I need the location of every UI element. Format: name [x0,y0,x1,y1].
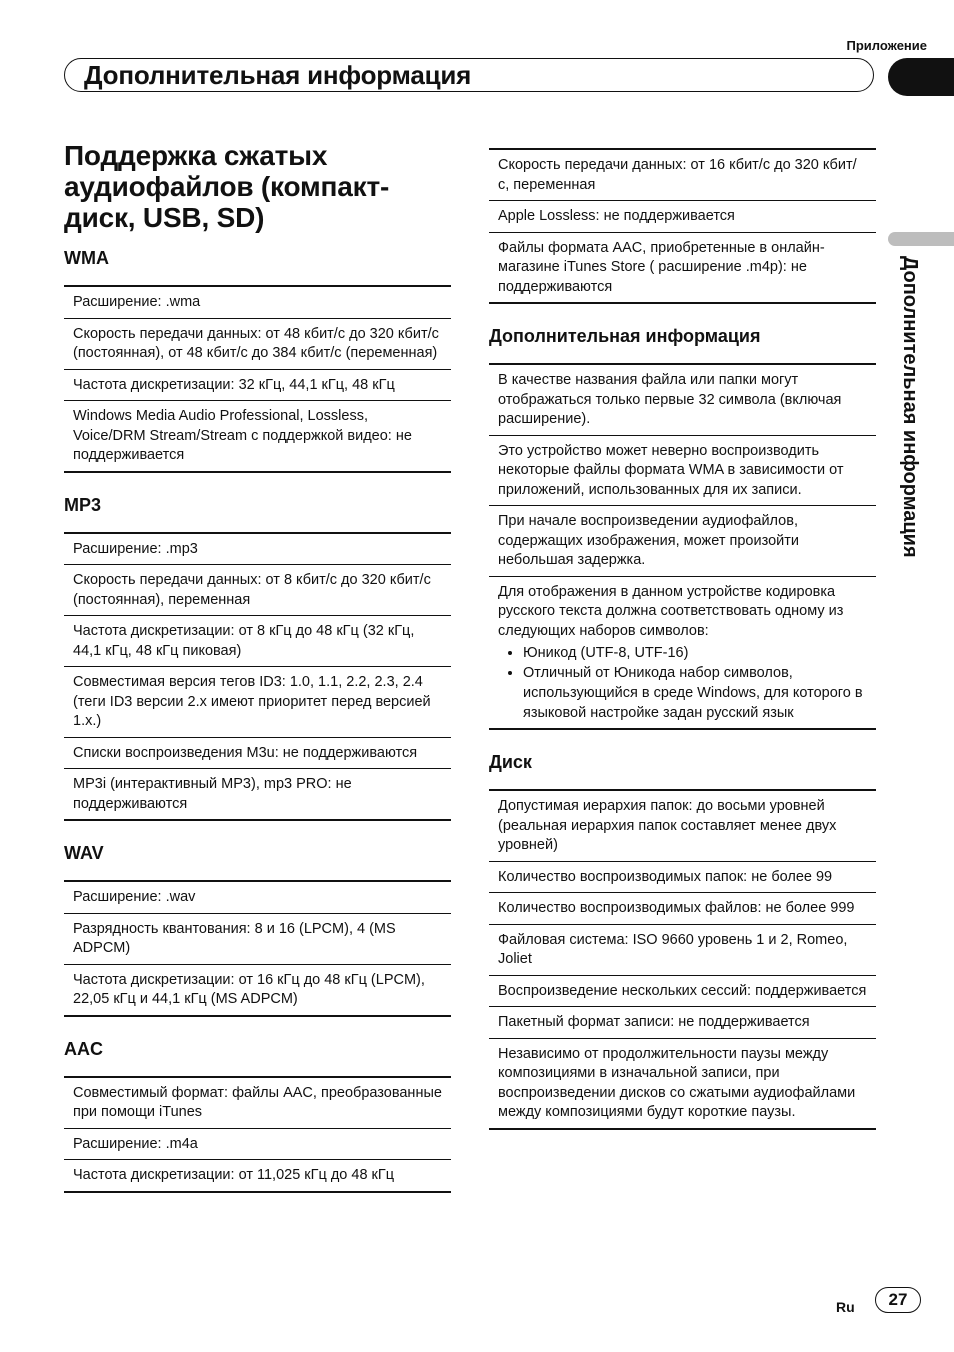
list-item: • Отличный от Юникода набор символов, использующийся в среде Windows, для которого в языковой настройке задан русский язык [523,663,867,723]
table-row: Расширение: .wav [64,882,451,914]
aac-table [64,1076,451,1193]
table-row: Это устройство может неверно воспроизводить некоторые файлы формата WMA в зависимости от приложений, использованных для их записи. [489,436,876,507]
list-item: • Юникод (UTF-8, UTF-16) [523,643,867,663]
side-index-tab [888,232,954,246]
table-row: Windows Media Audio Professional, Lossless, Voice/DRM Stream/Stream с поддержкой видео: не поддерживается [64,401,451,473]
table-row: Частота дискретизации: от 16 кГц до 48 кГц (LPCM), 22,05 кГц и 44,1 кГц (MS ADPCM) [64,965,451,1017]
table-row: Частота дискретизации: от 8 кГц до 48 кГц (32 кГц, 44,1 кГц, 48 кГц пиковая) [64,616,451,667]
section-title: Дополнительная информация [84,60,472,90]
table-row: Файлы формата AAC, приобретенные в онлайн-магазине iTunes Store ( расширение .m4p): не поддерживаются [489,233,876,305]
table-row: Файловая система: ISO 9660 уровень 1 и 2, Romeo, Joliet [489,925,876,976]
table-row: Совместимая версия тегов ID3: 1.0, 1.1, 2.2, 2.3, 2.4 (теги ID3 версии 2.x имеют приоритет перед версией 1.x.) [64,667,451,738]
language-code: Ru [836,1299,855,1315]
page-title: Поддержка сжатых аудиофайлов (компакт-диск, USB, SD) [64,140,390,233]
aac-heading: AAC [64,1038,103,1059]
table-row: Скорость передачи данных: от 8 кбит/с до 320 кбит/с (постоянная), переменная [64,565,451,616]
disc-heading: Диск [489,752,532,772]
table-row: При начале воспроизведении аудиофайлов, содержащих изображения, может произойти небольшая задержка. [489,506,876,577]
side-index-label: Дополнительная информация [899,256,921,558]
appendix-label: Приложение [846,38,927,53]
table-row: Воспроизведение нескольких сессий: поддерживается [489,976,876,1008]
extra-info-heading: Дополнительная информация [489,326,761,346]
table-row: Скорость передачи данных: от 16 кбит/с до 320 кбит/с, переменная [489,150,876,201]
wav-heading: WAV [64,843,104,863]
table-row: Расширение: .mp3 [64,534,451,566]
table-row: Расширение: .wma [64,287,451,319]
extra-info-table [489,363,876,730]
table-row: Совместимый формат: файлы AAC, преобразованные при помощи iTunes [64,1078,451,1129]
table-row: Частота дискретизации: 32 кГц, 44,1 кГц, 48 кГц [64,370,451,402]
table-row: Списки воспроизведения M3u: не поддерживаются [64,738,451,770]
table-row: Скорость передачи данных: от 48 кбит/с до 320 кбит/с (постоянная), от 48 кбит/с до 384 кбит/с (переменная) [64,319,451,370]
page-number: 27 [875,1287,921,1313]
wav-table [64,880,451,1017]
table-row: Разрядность квантования: 8 и 16 (LPCM), 4 (MS ADPCM) [64,914,451,965]
aac-table-continued [489,148,876,304]
encoding-list [498,643,867,723]
mp3-table [64,532,451,822]
table-row: Независимо от продолжительности паузы между композициями в изначальной записи, при воспроизведении дисков со сжатыми аудиофайлами между композициями будут короткие паузы. [489,1039,876,1130]
mp3-heading: MP3 [64,494,102,515]
table-row: Расширение: .m4a [64,1129,451,1161]
left-column [64,248,451,1193]
table-row: Apple Lossless: не поддерживается [489,201,876,233]
table-row: Количество воспроизводимых файлов: не более 999 [489,893,876,925]
disc-table [489,789,876,1130]
table-row [489,577,876,731]
table-row: Частота дискретизации: от 11,025 кГц до 48 кГц [64,1160,451,1193]
encoding-text: Для отображения в данном устройстве кодировка русского текста должна соответствовать одному из следующих наборов символов: [498,583,844,639]
wma-heading: WMA [64,248,109,268]
table-row: Пакетный формат записи: не поддерживается [489,1007,876,1039]
wma-table [64,285,451,473]
table-row: Допустимая иерархия папок: до восьми уровней (реальная иерархия папок составляет менее двух уровней) [489,791,876,862]
right-column [489,148,876,1130]
table-row: MP3i (интерактивный MP3), mp3 PRO: не поддерживаются [64,769,451,821]
table-row: Количество воспроизводимых папок: не более 99 [489,862,876,894]
table-row: В качестве названия файла или папки могут отображаться только первые 32 символа (включая расширение). [489,365,876,436]
chapter-tab [888,58,954,96]
